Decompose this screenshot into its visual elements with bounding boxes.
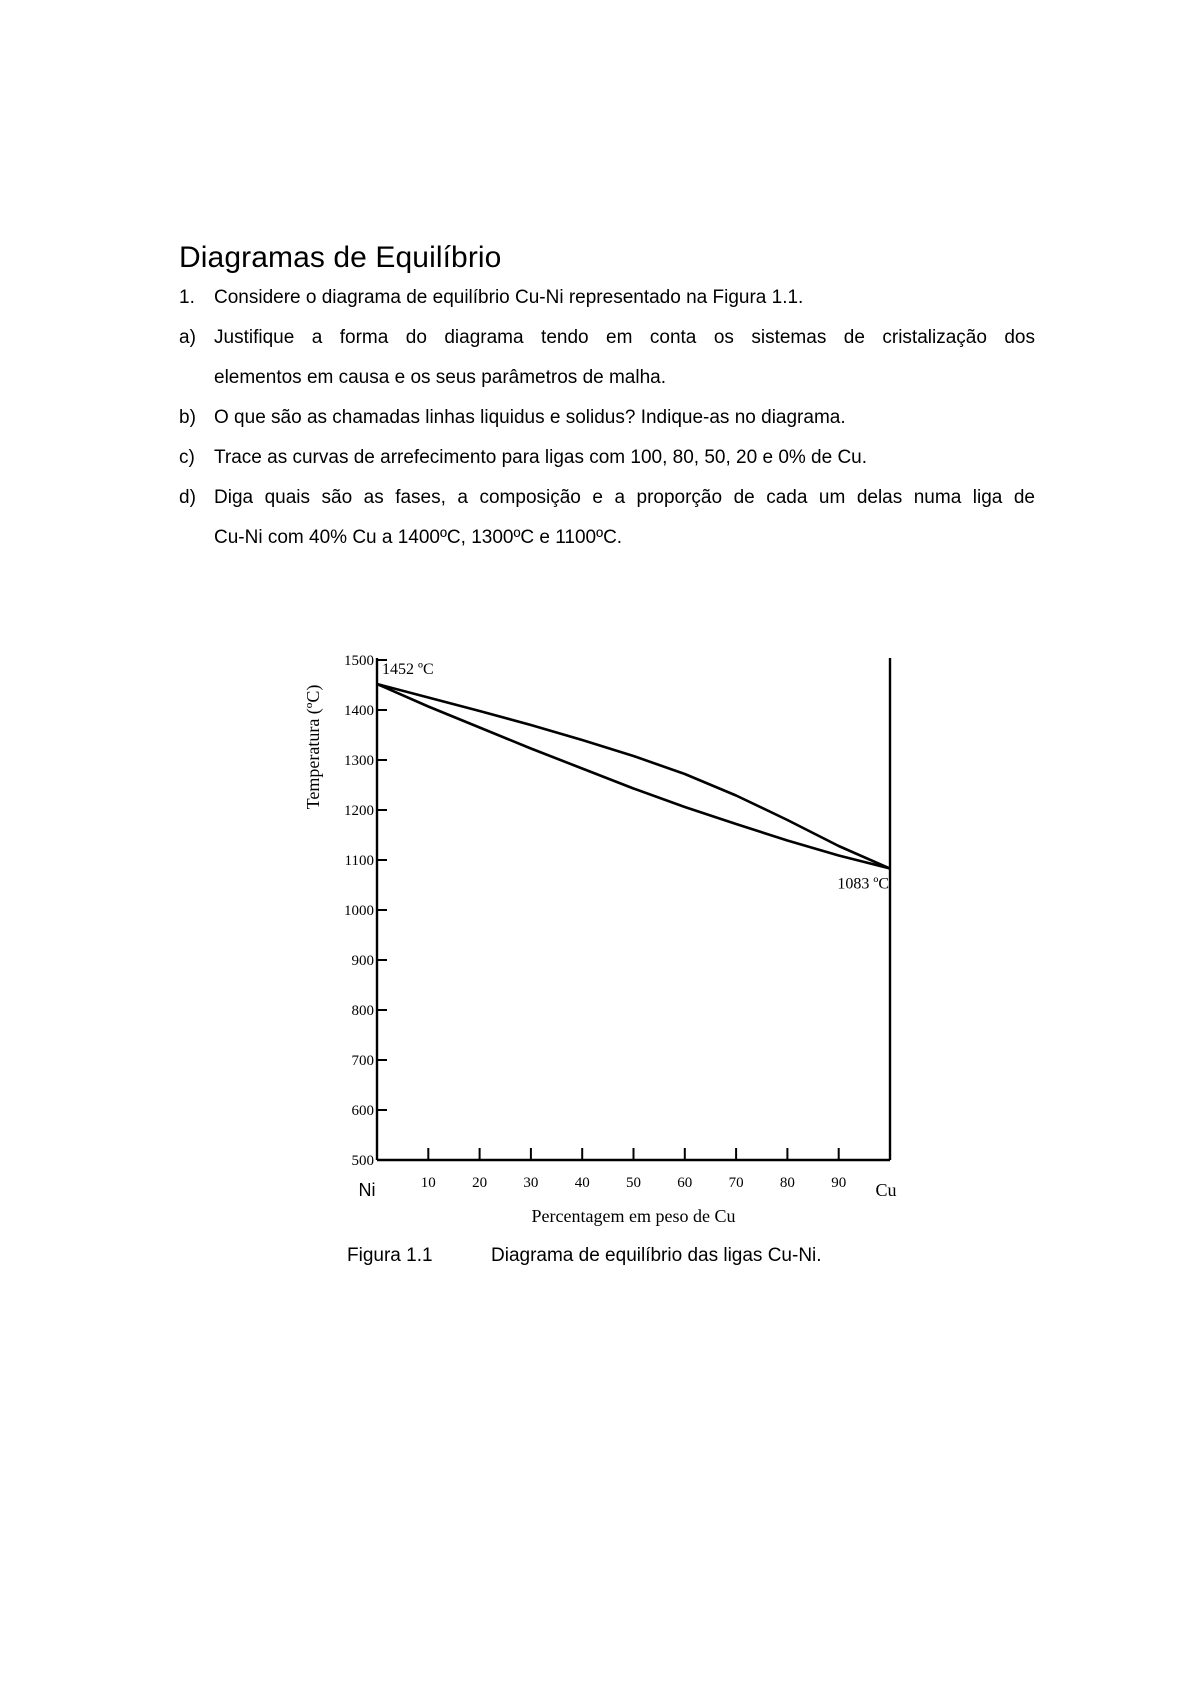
question-text: O que são as chamadas linhas liquidus e solidus? Indique-as no diagrama. [214, 407, 846, 428]
y-tick-label: 700 [351, 1053, 374, 1069]
phase-diagram-figure [300, 648, 920, 1228]
liquidus-line [377, 684, 890, 869]
x-tick-label: 30 [523, 1175, 539, 1191]
x-tick-label: 80 [779, 1175, 795, 1191]
question-text: Justifique a forma do diagrama tendo em conta os sistemas de cristalização dos [214, 327, 1035, 348]
y-axis-title: Temperatura (ºC) [303, 684, 323, 810]
y-tick-label: 1500 [344, 653, 374, 669]
x-end-label-cu: Cu [875, 1180, 897, 1200]
question-label: d) [179, 487, 196, 508]
y-tick-label: 900 [351, 953, 374, 969]
x-tick-label: 50 [626, 1175, 641, 1191]
question-text: Diga quais são as fases, a composição e a proporção de cada um delas numa liga de [214, 487, 1035, 508]
question-label: 1. [179, 287, 195, 308]
x-end-label-ni: Ni [358, 1180, 376, 1200]
y-tick-label: 1200 [344, 803, 374, 819]
x-tick-label: 60 [677, 1175, 693, 1191]
question-text: Trace as curvas de arrefecimento para ligas com 100, 80, 50, 20 e 0% de Cu. [214, 447, 868, 468]
x-tick-label: 10 [420, 1175, 436, 1191]
x-axis-title: Percentagem em peso de Cu [531, 1206, 736, 1226]
x-tick-label: 70 [728, 1175, 744, 1191]
phase-diagram-chart [300, 648, 920, 1228]
y-tick-label: 600 [351, 1103, 374, 1119]
page-title: Diagramas de Equilíbrio [179, 241, 502, 274]
figure-caption-text: Diagrama de equilíbrio das ligas Cu-Ni. [491, 1245, 822, 1266]
x-tick-label: 20 [472, 1175, 488, 1191]
question-text: Considere o diagrama de equilíbrio Cu-Ni representado na Figura 1.1. [214, 287, 804, 308]
question-label: b) [179, 407, 196, 428]
x-tick-label: 40 [574, 1175, 590, 1191]
question-text: Cu-Ni com 40% Cu a 1400ºC, 1300ºC e 1100ºC. [214, 527, 623, 548]
question-label: a) [179, 327, 196, 348]
y-tick-label: 800 [351, 1003, 374, 1019]
y-tick-label: 1300 [344, 753, 374, 769]
question-text: elementos em causa e os seus parâmetros de malha. [214, 367, 667, 388]
figure-caption-number: Figura 1.1 [347, 1245, 433, 1266]
y-tick-label: 1000 [344, 903, 374, 919]
y-tick-label: 500 [351, 1153, 374, 1169]
melting-point-cu-label: 1083 ºC [837, 875, 889, 893]
x-tick-label: 90 [831, 1175, 847, 1191]
y-tick-label: 1400 [344, 703, 374, 719]
melting-point-ni-label: 1452 ºC [382, 661, 434, 678]
y-tick-label: 1100 [344, 853, 374, 869]
solidus-line [377, 684, 890, 869]
question-label: c) [179, 447, 195, 468]
